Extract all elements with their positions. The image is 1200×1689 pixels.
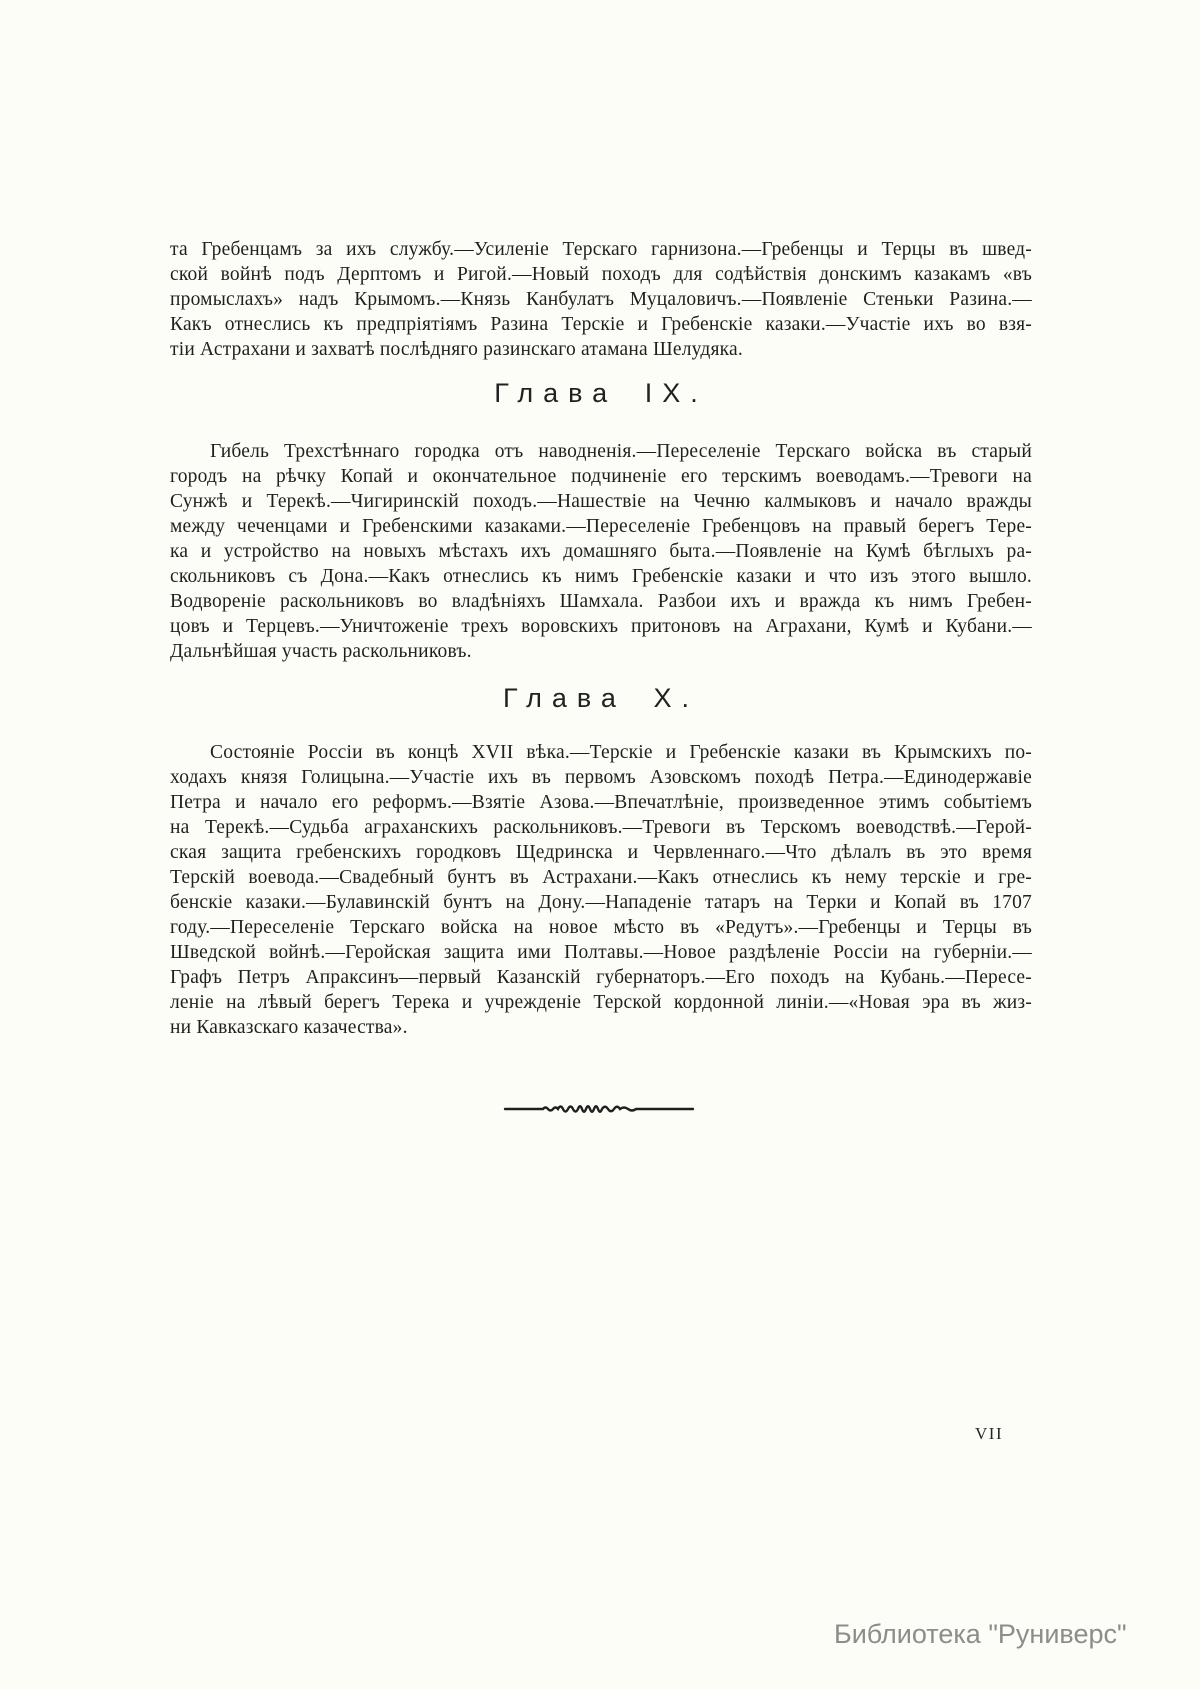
text-line: Какъ отнеслись къ предпріятіямъ Разина Терскіе и Гребенскіе казаки.—Участіе ихъ во взя- <box>170 314 1032 335</box>
text-line: между чеченцами и Гребенскими казаками.—Переселеніе Гребенцовъ на правый берегъ Тере- <box>170 516 1032 537</box>
chapter-9-summary <box>170 439 1032 664</box>
text-line: ходахъ князя Голицына.—Участіе ихъ въ первомъ Азовскомъ походѣ Петра.—Единодержавіе <box>170 767 1032 788</box>
text-line: Дальнѣйшая участь раскольниковъ. <box>170 641 472 662</box>
text-line: Гибель Трехстѣннаго городка отъ наводненія.—Переселеніе Терскаго войска въ старый <box>210 441 1032 462</box>
text-line: промыслахъ» надъ Крымомъ.—Князь Канбулатъ Муцаловичъ.—Появленіе Стеньки Разина.— <box>170 289 1032 310</box>
text-line: Графъ Петръ Апраксинъ—первый Казанскій губернаторъ.—Его походъ на Кубань.—Пересе- <box>170 967 1032 988</box>
page-number: VII <box>975 1424 1004 1443</box>
text-line: цовъ и Терцевъ.—Уничтоженіе трехъ воровскихъ притоновъ на Аграхани, Кумѣ и Кубани.— <box>170 616 1032 637</box>
text-line: тіи Астрахани и захватѣ послѣдняго разинскаго атамана Шелудяка. <box>170 339 743 360</box>
intro-paragraph <box>170 237 1032 362</box>
text-line: году.—Переселеніе Терскаго войска на новое мѣсто въ «Редутъ».—Гребенцы и Терцы въ <box>170 917 1032 938</box>
text-line: Сунжѣ и Терекѣ.—Чигиринскій походъ.—Нашествіе на Чечню калмыковъ и начало вражды <box>170 491 1032 512</box>
text-line: Петра и начало его реформъ.—Взятіе Азова.—Впечатлѣніе, произведенное этимъ событіемъ <box>170 792 1032 813</box>
text-line: та Гребенцамъ за ихъ службу.—Усиленіе Терскаго гарнизона.—Гребенцы и Терцы въ швед- <box>170 239 1032 260</box>
text-line: Водвореніе раскольниковъ во владѣніяхъ Шамхала. Разбои ихъ и вражда къ нимъ Гребен- <box>170 591 1032 612</box>
text-line: городъ на рѣчку Копай и окончательное подчиненіе его терскимъ воеводамъ.—Тревоги на <box>170 466 1032 487</box>
chapter-10-heading: Глава X. <box>503 683 699 713</box>
text-line: бенскіе казаки.—Булавинскій бунтъ на Дону.—Нападеніе татаръ на Терки и Копай въ 1707 <box>170 892 1032 913</box>
text-line: Терскій воевода.—Свадебный бунтъ въ Астрахани.—Какъ отнеслись къ нему терскіе и гре- <box>170 867 1032 888</box>
text-line: ской войнѣ подъ Дерптомъ и Ригой.—Новый походъ для содѣйствія донскимъ казакамъ «въ <box>170 264 1032 285</box>
text-line: ни Кавказскаго казачества». <box>170 1017 408 1038</box>
text-line: на Терекѣ.—Судьба аграханскихъ раскольниковъ.—Тревоги въ Терскомъ воеводствѣ.—Герой- <box>170 817 1032 838</box>
text-line: ка и устройство на новыхъ мѣстахъ ихъ домашняго быта.—Появленіе на Кумѣ бѣглыхъ ра- <box>170 541 1032 562</box>
text-line: Шведской войнѣ.—Геройская защита ими Полтавы.—Новое раздѣленіе Россіи на губерніи.— <box>170 942 1032 963</box>
text-line: леніе на лѣвый берегъ Терека и учрежденіе Терской кордонной линіи.—«Новая эра въ жиз- <box>170 992 1032 1013</box>
runiverse-watermark: Библиотека "Руниверс" <box>834 1619 1127 1649</box>
text-line: скольниковъ съ Дона.—Какъ отнеслись къ нимъ Гребенскіе казаки и что изъ этого вышло. <box>170 566 1032 587</box>
squiggle-divider-icon <box>503 1100 695 1123</box>
text-line: ская защита гребенскихъ городковъ Щедринска и Червленнаго.—Что дѣлалъ въ это время <box>170 842 1032 863</box>
chapter-10-summary <box>170 740 1032 1040</box>
text-line: Состояніе Россіи въ концѣ XVII вѣка.—Терскіе и Гребенскіе казаки въ Крымскихъ по- <box>210 742 1032 763</box>
chapter-9-heading: Глава IX. <box>494 378 708 408</box>
